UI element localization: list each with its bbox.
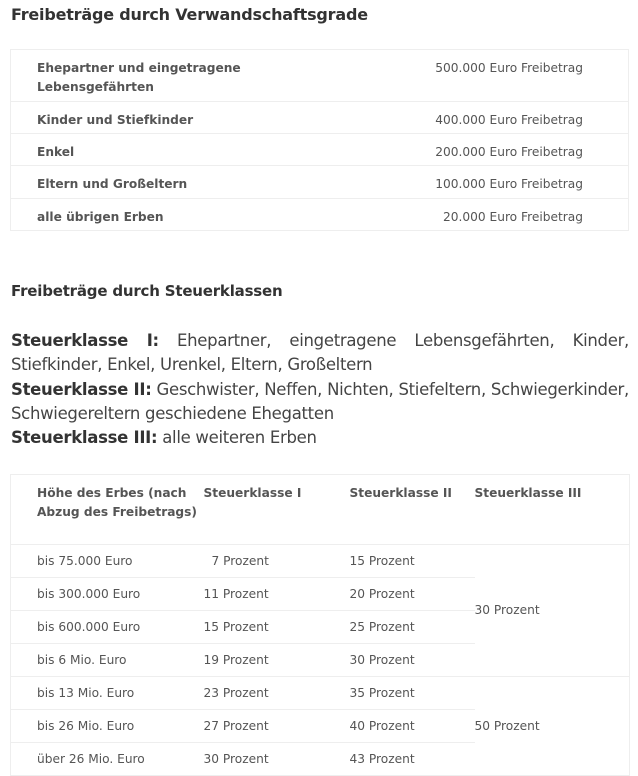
allowance-value: 500.000 Euro Freibetrag <box>337 50 629 102</box>
rate-class1-cell: 19 Prozent <box>204 644 350 677</box>
relationship-label: Enkel <box>11 134 338 166</box>
column-header-hoehe: Höhe des Erbes (nach Abzug des Freibetrags) <box>37 486 197 519</box>
rate-class2-cell: 43 Prozent <box>350 743 475 776</box>
table-row <box>11 677 630 710</box>
freibetraege-table <box>10 49 629 231</box>
rate-class2-cell: 25 Prozent <box>350 611 475 644</box>
amount-cell: bis 26 Mio. Euro <box>11 710 204 743</box>
steuerklasse-2-text: Steuerklasse II: Geschwister, Neffen, Nichten, Stiefeltern, Schwiegerkinder, Schwiegereltern geschiedene Ehegatten <box>11 379 629 423</box>
rate-class2-cell: 30 Prozent <box>350 644 475 677</box>
rate-class2-cell: 20 Prozent <box>350 578 475 611</box>
amount-cell: bis 300.000 Euro <box>11 578 204 611</box>
rate-class2-cell: 35 Prozent <box>350 677 475 710</box>
column-header-steuerklasse-2: Steuerklasse II <box>349 486 452 500</box>
relationship-label: Eltern und Großeltern <box>11 166 338 199</box>
table-row <box>11 134 629 166</box>
table-row <box>11 545 630 578</box>
table-header-row <box>11 475 630 545</box>
steuerklasse-2-label: Steuerklasse II: <box>11 379 152 399</box>
amount-cell: bis 600.000 Euro <box>11 611 204 644</box>
section-title-steuerklassen: Freibeträge durch Steuerklassen <box>11 282 283 300</box>
allowance-value: 400.000 Euro Freibetrag <box>337 102 629 134</box>
steuerklasse-3-text: Steuerklasse III: alle weiteren Erben <box>11 428 317 448</box>
steuerklasse-3-label: Steuerklasse III: <box>11 428 158 448</box>
amount-cell: bis 13 Mio. Euro <box>11 677 204 710</box>
steuerklasse-1-text: Steuerklasse I: Ehepartner, eingetragene Lebensgefährten, Kinder, Stiefkinder, Enkel, Urenkel, Eltern, Großeltern <box>11 331 629 375</box>
allowance-value: 200.000 Euro Freibetrag <box>337 134 629 166</box>
rate-class3-cell: 30 Prozent <box>475 545 630 677</box>
rate-class1-cell: 11 Prozent <box>204 578 350 611</box>
rate-class1-cell: 27 Prozent <box>204 710 350 743</box>
rate-class1-cell: 23 Prozent <box>204 677 350 710</box>
table-row <box>11 50 629 102</box>
amount-cell: bis 75.000 Euro <box>11 545 204 578</box>
relationship-label: alle übrigen Erben <box>11 199 338 231</box>
relationship-label: Ehepartner und eingetragene Lebensgefährten <box>11 50 338 102</box>
table-row <box>11 166 629 199</box>
allowance-value: 100.000 Euro Freibetrag <box>337 166 629 199</box>
section-title-verwandtschaftsgrade: Freibeträge durch Verwandschaftsgrade <box>11 5 368 24</box>
steuerklassen-description <box>11 329 629 450</box>
table-row <box>11 102 629 134</box>
table-row <box>11 199 629 231</box>
amount-cell: über 26 Mio. Euro <box>11 743 204 776</box>
relationship-label: Kinder und Stiefkinder <box>11 102 338 134</box>
rate-class1-cell: 30 Prozent <box>204 743 350 776</box>
rate-class1-cell: 15 Prozent <box>204 611 350 644</box>
steuerklasse-1-label: Steuerklasse I: <box>11 331 159 350</box>
amount-cell: bis 6 Mio. Euro <box>11 644 204 677</box>
rate-class1-cell: 7 Prozent <box>204 545 350 578</box>
allowance-value: 20.000 Euro Freibetrag <box>337 199 629 231</box>
rate-class2-cell: 15 Prozent <box>350 545 475 578</box>
column-header-steuerklasse-1: Steuerklasse I <box>203 486 302 500</box>
steuersaetze-table <box>10 474 630 776</box>
rate-class2-cell: 40 Prozent <box>350 710 475 743</box>
rate-class3-cell: 50 Prozent <box>475 677 630 776</box>
column-header-steuerklasse-3: Steuerklasse III <box>474 486 582 500</box>
